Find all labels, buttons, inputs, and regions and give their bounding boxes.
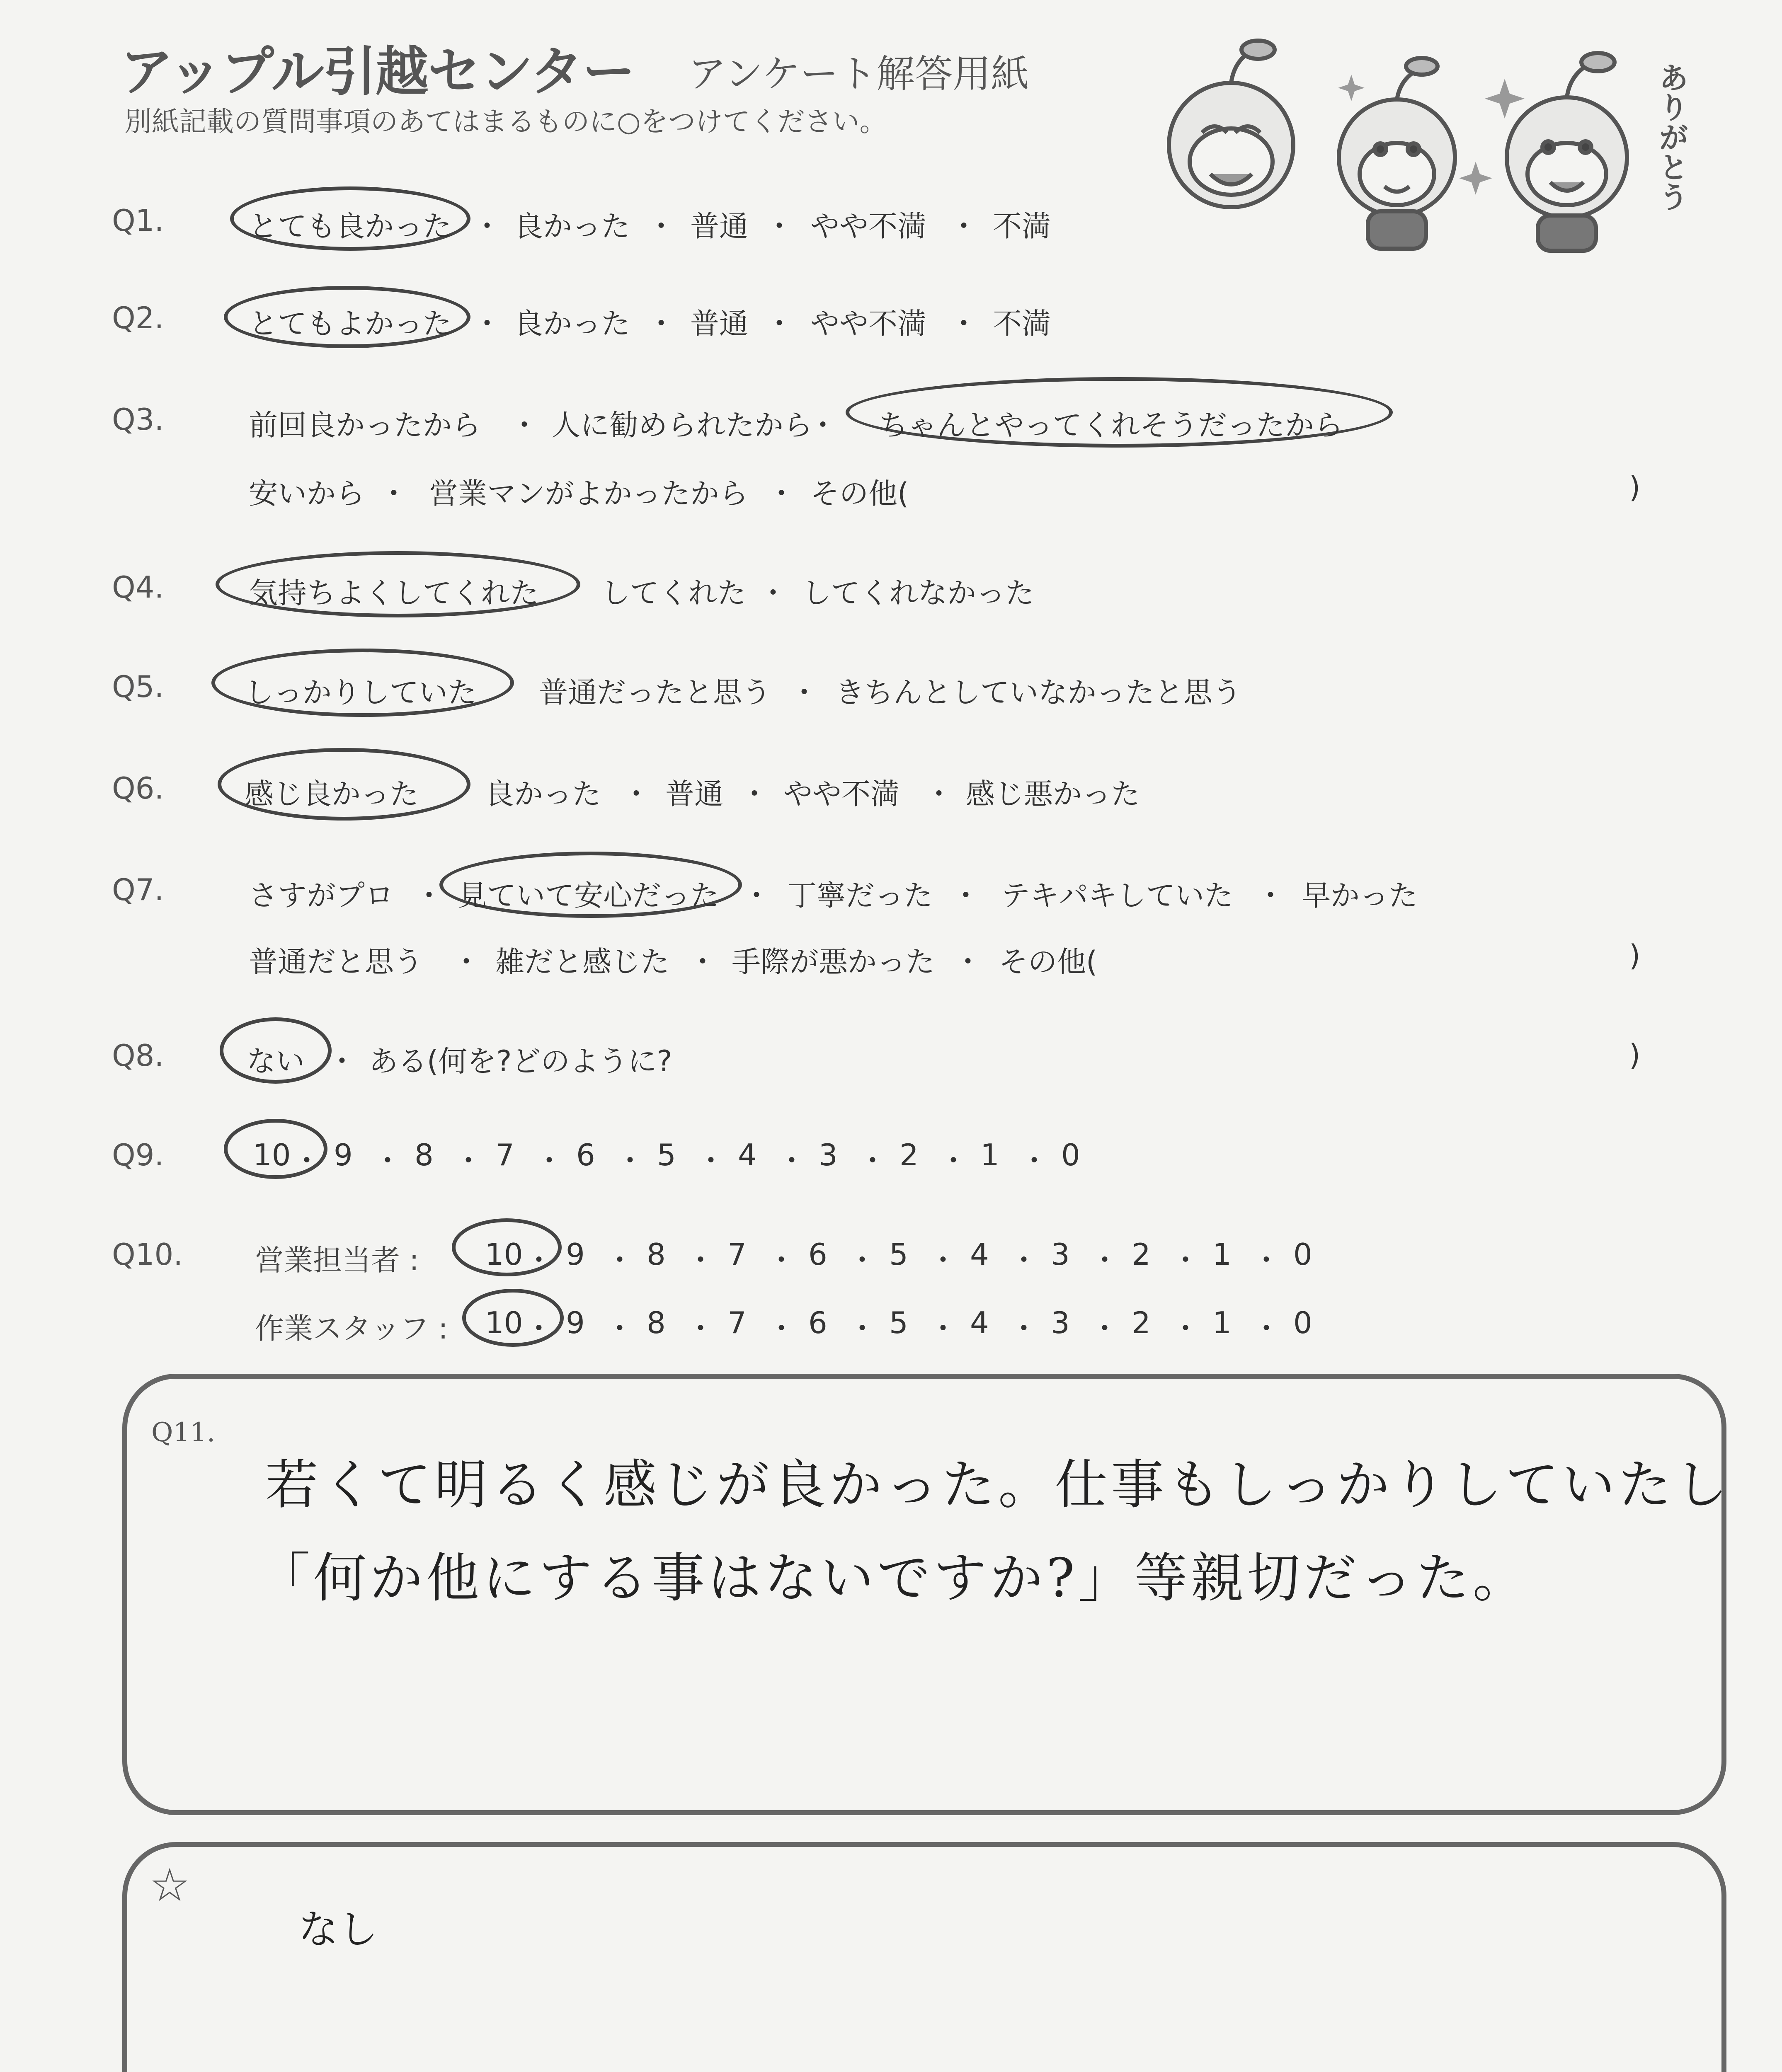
rating-option-3[interactable]: 3	[819, 1138, 838, 1172]
separator-dot: ・	[292, 1144, 321, 1178]
q7-option-2[interactable]: 見ていて安心だった	[458, 879, 719, 913]
rating-option-1[interactable]: 1	[980, 1138, 999, 1172]
separator-dot: ・	[473, 209, 502, 243]
separator-dot: ・	[951, 879, 980, 913]
separator-dot: ・	[379, 477, 408, 511]
separator-dot: ・	[605, 1312, 634, 1346]
rating-option-0[interactable]: 0	[1061, 1138, 1080, 1172]
rating-option-8[interactable]: 8	[415, 1138, 434, 1172]
rating-option-4[interactable]: 4	[738, 1138, 757, 1172]
q4-option-1[interactable]: 気持ちよくしてくれた	[249, 576, 539, 610]
q8-option-1[interactable]: ない	[247, 1044, 305, 1078]
q2-label: Q2.	[112, 300, 164, 335]
separator-dot: ・	[949, 307, 978, 341]
q1-option-4[interactable]: やや不満	[810, 209, 926, 243]
q1-option-2[interactable]: 良かった	[514, 209, 630, 243]
q1-option-3[interactable]: 普通	[690, 209, 748, 243]
separator-dot: ・	[742, 879, 771, 913]
rating-option-3[interactable]: 3	[1051, 1237, 1070, 1272]
separator-dot: ・	[1256, 879, 1285, 913]
rating-option-8[interactable]: 8	[647, 1237, 666, 1272]
rating-option-6[interactable]: 6	[808, 1305, 827, 1340]
q5-option-1[interactable]: しっかりしていた	[245, 675, 477, 709]
separator-dot: ・	[1252, 1243, 1281, 1277]
separator-dot: ・	[858, 1144, 887, 1178]
close-paren: )	[1629, 470, 1641, 504]
separator-dot: ・	[647, 307, 676, 341]
q3-option-4[interactable]: 安いから	[249, 477, 365, 511]
rating-option-1[interactable]: 1	[1212, 1305, 1232, 1340]
separator-dot: ・	[524, 1243, 553, 1277]
close-paren: )	[1629, 939, 1641, 973]
separator-dot: ・	[1171, 1243, 1200, 1277]
separator-dot: ・	[696, 1144, 725, 1178]
q7-option-5[interactable]: 早かった	[1302, 879, 1418, 913]
separator-dot: ・	[524, 1312, 553, 1346]
rating-option-7[interactable]: 7	[495, 1138, 514, 1172]
rating-option-5[interactable]: 5	[889, 1305, 908, 1340]
q6-option-1[interactable]: 感じ良かった	[245, 777, 419, 811]
rating-option-2[interactable]: 2	[1132, 1305, 1151, 1340]
instruction-text: 別紙記載の質問事項のあてはまるものに○をつけてください。	[124, 106, 887, 138]
separator-dot: ・	[1009, 1243, 1038, 1277]
q6-option-4[interactable]: やや不満	[783, 777, 899, 811]
separator-dot: ・	[808, 408, 837, 442]
rating-option-2[interactable]: 2	[1132, 1237, 1151, 1272]
separator-dot: ・	[949, 209, 978, 243]
q6-option-2[interactable]: 良かった	[485, 777, 601, 811]
separator-dot: ・	[327, 1044, 356, 1078]
separator-dot: ・	[929, 1312, 958, 1346]
q10-label: Q10.	[112, 1237, 183, 1272]
separator-dot: ・	[616, 1144, 645, 1178]
separator-dot: ・	[759, 576, 788, 610]
separator-dot: ・	[1090, 1243, 1119, 1277]
star-box-answer: なし	[298, 1906, 378, 1953]
q7-option-6[interactable]: 普通だと思う	[249, 945, 423, 979]
q1-label: Q1.	[112, 203, 164, 238]
separator-dot: ・	[686, 1312, 715, 1346]
separator-dot: ・	[622, 777, 651, 811]
q4-option-3[interactable]: してくれなかった	[802, 576, 1034, 610]
separator-dot: ・	[1171, 1312, 1200, 1346]
rating-option-7[interactable]: 7	[727, 1237, 747, 1272]
separator-dot: ・	[1090, 1312, 1119, 1346]
separator-dot: ・	[647, 209, 676, 243]
q11-answer-line-2: 「何か他にする事はないですか?」等親切だった。	[257, 1547, 1529, 1609]
q11-answer-line-1: 若くて明るく感じが良かった。仕事もしっかりしていたし	[265, 1454, 1731, 1516]
separator-dot: ・	[765, 307, 794, 341]
q2-option-3[interactable]: 普通	[690, 307, 748, 341]
rating-option-9[interactable]: 9	[566, 1305, 585, 1340]
q2-option-1[interactable]: とてもよかった	[249, 307, 452, 341]
separator-dot: ・	[767, 1312, 796, 1346]
separator-dot: ・	[605, 1243, 634, 1277]
separator-dot: ・	[1020, 1144, 1049, 1178]
monkey-mascots-illustration	[1152, 25, 1700, 257]
additional-comment-box[interactable]	[122, 1842, 1726, 2072]
separator-dot: ・	[790, 675, 819, 709]
rating-option-8[interactable]: 8	[647, 1305, 666, 1340]
separator-dot: ・	[929, 1243, 958, 1277]
separator-dot: ・	[510, 408, 539, 442]
close-paren: )	[1629, 1038, 1641, 1072]
q3-label: Q3.	[112, 402, 164, 437]
separator-dot: ・	[535, 1144, 564, 1178]
separator-dot: ・	[848, 1312, 877, 1346]
q5-option-3[interactable]: きちんとしていなかったと思う	[835, 675, 1241, 709]
separator-dot: ・	[1252, 1312, 1281, 1346]
q5-option-2[interactable]: 普通だったと思う	[539, 675, 771, 709]
separator-dot: ・	[686, 1243, 715, 1277]
q7-label: Q7.	[112, 872, 164, 907]
q3-option-1[interactable]: 前回良かったから	[249, 408, 481, 442]
separator-dot: ・	[939, 1144, 968, 1178]
q7-option-7[interactable]: 雑だと感じた	[495, 945, 669, 979]
rating-option-4[interactable]: 4	[970, 1305, 989, 1340]
rating-option-10[interactable]: 10	[485, 1237, 523, 1272]
rating-option-6[interactable]: 6	[808, 1237, 827, 1272]
q9-label: Q9.	[112, 1138, 164, 1172]
separator-dot: ・	[953, 945, 982, 979]
rating-option-9[interactable]: 9	[334, 1138, 353, 1172]
q3-option-3[interactable]: ちゃんとやってくれそうだったから	[879, 408, 1343, 442]
company-title: アップル引越センター	[120, 41, 635, 103]
q6-label: Q6.	[112, 771, 164, 806]
rating-option-6[interactable]: 6	[576, 1138, 595, 1172]
rating-option-5[interactable]: 5	[657, 1138, 676, 1172]
separator-dot: ・	[452, 945, 481, 979]
q8-label: Q8.	[112, 1038, 164, 1073]
q4-option-2[interactable]: してくれた	[601, 576, 746, 610]
q6-option-5[interactable]: 感じ悪かった	[966, 777, 1140, 811]
rating-option-10[interactable]: 10	[485, 1305, 523, 1340]
q7-option-8[interactable]: 手際が悪かった	[732, 945, 935, 979]
q2-option-5[interactable]: 不満	[993, 307, 1051, 341]
q7-option-1[interactable]: さすがプロ	[249, 879, 394, 913]
q2-option-4[interactable]: やや不満	[810, 307, 926, 341]
rating-option-2[interactable]: 2	[899, 1138, 919, 1172]
rating-option-9[interactable]: 9	[566, 1237, 585, 1272]
separator-dot: ・	[765, 209, 794, 243]
star-icon: ☆	[149, 1859, 190, 1912]
q7-option-3[interactable]: 丁寧だった	[788, 879, 933, 913]
separator-dot: ・	[415, 879, 444, 913]
separator-dot: ・	[1009, 1312, 1038, 1346]
rating-option-5[interactable]: 5	[889, 1237, 908, 1272]
q8-option-2[interactable]: ある(何を?どのように?	[369, 1044, 672, 1078]
q10-staff-label: 作業スタッフ :	[255, 1312, 448, 1346]
q1-option-5[interactable]: 不満	[993, 209, 1051, 243]
rating-option-4[interactable]: 4	[970, 1237, 989, 1272]
q11-label: Q11.	[151, 1417, 216, 1448]
q3-option-6[interactable]: その他(	[810, 477, 909, 511]
separator-dot: ・	[767, 1243, 796, 1277]
thank-you-vertical-text: ありがとう	[1654, 62, 1689, 211]
rating-option-10[interactable]: 10	[253, 1138, 291, 1172]
rating-option-1[interactable]: 1	[1212, 1237, 1232, 1272]
rating-option-7[interactable]: 7	[727, 1305, 747, 1340]
q7-option-4[interactable]: テキパキしていた	[1001, 879, 1233, 913]
separator-dot: ・	[777, 1144, 806, 1178]
q1-option-1[interactable]: とても良かった	[249, 209, 452, 243]
separator-dot: ・	[740, 777, 769, 811]
q10-sales-rep-label: 営業担当者 :	[255, 1243, 419, 1277]
q3-option-2[interactable]: 人に勧められたから	[551, 408, 812, 442]
q3-option-5[interactable]: 営業マンがよかったから	[429, 477, 748, 511]
q5-label: Q5.	[112, 669, 164, 704]
separator-dot: ・	[473, 307, 502, 341]
rating-option-0[interactable]: 0	[1293, 1305, 1312, 1340]
rating-option-0[interactable]: 0	[1293, 1237, 1312, 1272]
form-subtitle: アンケート解答用紙	[688, 52, 1029, 96]
q6-option-3[interactable]: 普通	[665, 777, 723, 811]
rating-option-3[interactable]: 3	[1051, 1305, 1070, 1340]
separator-dot: ・	[454, 1144, 483, 1178]
separator-dot: ・	[373, 1144, 402, 1178]
separator-dot: ・	[924, 777, 953, 811]
q2-option-2[interactable]: 良かった	[514, 307, 630, 341]
q7-option-9[interactable]: その他(	[999, 945, 1098, 979]
separator-dot: ・	[848, 1243, 877, 1277]
separator-dot: ・	[767, 477, 796, 511]
q4-label: Q4.	[112, 570, 164, 605]
separator-dot: ・	[688, 945, 717, 979]
